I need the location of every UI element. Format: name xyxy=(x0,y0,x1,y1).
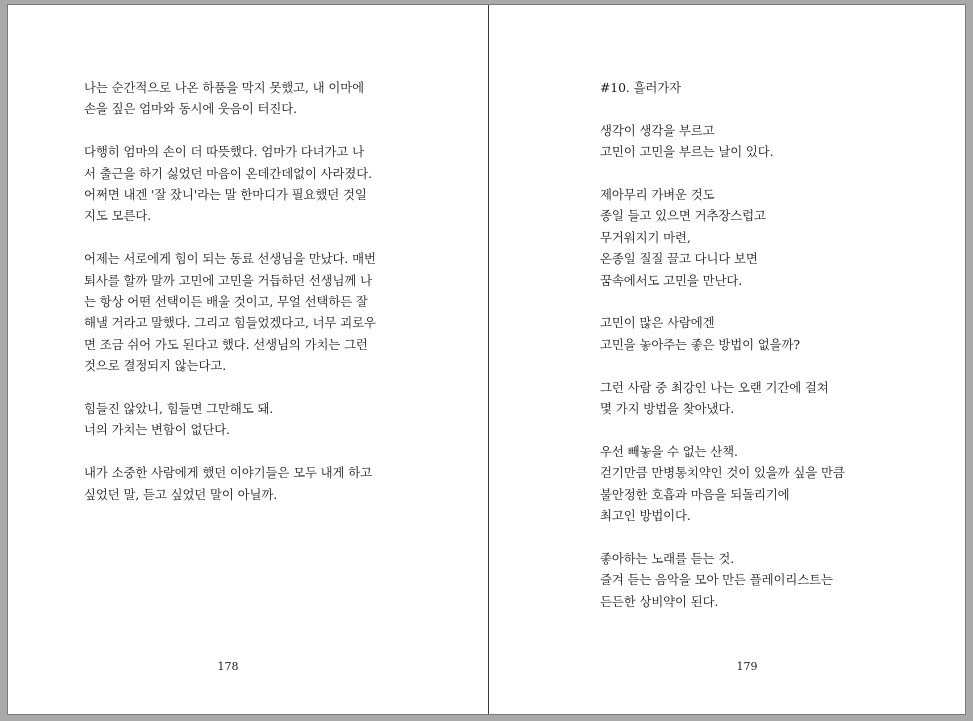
text-line: 고민이 많은 사람에겐 xyxy=(600,315,715,331)
text-line: 즐겨 듣는 음악을 모아 만든 플레이리스트는 xyxy=(600,572,833,588)
text-line: 힘들진 않았니, 힘들면 그만해도 돼. xyxy=(84,401,274,417)
paragraph xyxy=(84,141,384,227)
text-line: 종일 들고 있으면 거추장스럽고 xyxy=(600,208,766,224)
text-line: 해낼 거라고 말했다. 그리고 힘들었겠다고, 너무 괴로우 xyxy=(84,315,376,331)
text-line: 서 출근을 하기 싫었던 마음이 온데간데없이 사라졌다. xyxy=(84,165,372,181)
paragraph xyxy=(84,398,384,441)
text-line: 너의 가치는 변함이 없단다. xyxy=(84,422,230,438)
paragraph xyxy=(600,184,880,291)
text-line: 최고인 방법이다. xyxy=(600,508,691,524)
text-line: 다행히 엄마의 손이 더 따뜻했다. 엄마가 다녀가고 나 xyxy=(84,144,364,160)
text-line: 나는 순간적으로 나온 하품을 막지 못했고, 내 이마에 xyxy=(84,80,364,95)
text-line: 무거워지기 마련, xyxy=(600,229,691,245)
text-line: 좋아하는 노래를 듣는 것. xyxy=(600,550,735,566)
text-line: 그런 사람 중 최강인 나는 오랜 기간에 걸쳐 xyxy=(600,379,829,395)
text-line: 지도 모른다. xyxy=(84,208,152,224)
text-line: 제아무리 가벼운 것도 xyxy=(600,187,715,202)
paragraph xyxy=(600,548,880,612)
chapter-title: #10. 흘러가자 xyxy=(600,80,682,95)
book-spread xyxy=(7,4,966,715)
paragraph xyxy=(600,441,880,527)
paragraph xyxy=(84,248,384,376)
left-page-body xyxy=(84,77,384,526)
text-line: 내가 소중한 사람에게 했던 이야기들은 모두 내게 하고 xyxy=(84,465,372,481)
left-page xyxy=(8,5,488,714)
text-line: 걷기만큼 만병통치약인 것이 있을까 싶을 만큼 xyxy=(600,465,845,481)
text-line: 손을 짚은 엄마와 동시에 웃음이 터진다. xyxy=(84,101,297,117)
paragraph xyxy=(84,77,384,120)
paragraph xyxy=(600,120,880,163)
text-line: 든든한 상비약이 된다. xyxy=(600,593,719,609)
text-line: 것으로 결정되지 않는다고. xyxy=(84,358,227,374)
text-line: 꿈속에서도 고민을 만난다. xyxy=(600,272,743,288)
page-number-right: 179 xyxy=(736,660,758,673)
text-line: 몇 가지 방법을 찾아냈다. xyxy=(600,401,735,417)
text-line: 생각이 생각을 부르고 xyxy=(600,122,715,138)
right-page xyxy=(489,5,967,714)
right-page-body xyxy=(600,77,880,633)
paragraph xyxy=(84,462,384,505)
text-line: 어제는 서로에게 힘이 되는 동료 선생님을 만났다. 매번 xyxy=(84,251,376,267)
text-line: 는 항상 어떤 선택이든 배울 것이고, 무얼 선택하든 잘 xyxy=(84,294,368,310)
text-line: 퇴사를 할까 말까 고민에 고민을 거듭하던 선생님께 나 xyxy=(84,272,372,288)
page-number-left: 178 xyxy=(217,660,239,673)
text-line: 고민이 고민을 부르는 날이 있다. xyxy=(600,144,774,160)
text-line: 불안정한 호흡과 마음을 되돌리기에 xyxy=(600,486,790,502)
text-line: 싶었던 말, 듣고 싶었던 말이 아닐까. xyxy=(84,486,278,502)
text-line: 면 조금 쉬어 가도 된다고 했다. 선생님의 가치는 그런 xyxy=(84,336,368,352)
paragraph xyxy=(600,312,880,355)
paragraph xyxy=(600,377,880,420)
text-line: 어쩌면 내겐 '잘 잤니'라는 말 한마디가 필요했던 것일 xyxy=(84,187,367,203)
text-line: 온종일 질질 끌고 다니다 보면 xyxy=(600,251,758,267)
text-line: 고민을 놓아주는 좋은 방법이 없을까? xyxy=(600,336,800,352)
text-line: 우선 빼놓을 수 없는 산책. xyxy=(600,443,738,459)
